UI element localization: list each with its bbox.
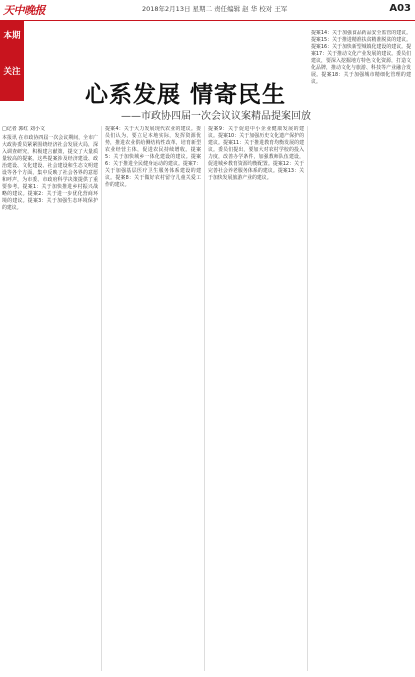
issue-meta: 2018年2月13日 星期二 责任编辑 赵 华 校对 王军 [142, 5, 288, 13]
headline-subtitle: ——市政协四届一次会议议案精品提案回放 [121, 111, 311, 122]
article-column-4 [311, 30, 411, 671]
article-column-1 [2, 126, 98, 671]
column-divider [307, 126, 308, 671]
column-3-text: 提案9：关于促进中小企业健康发展的建议。提案10：关于加强历史文化遗产保护的建议。提案11：关于推进教育均衡发展的建议。委员们提出，要加大对农村学校的投入力度，改善办学条件，加强教师队伍建设，促进城乡教育资源均衡配置。提案12：关于完善社会养老服务体系的建议。提案13：关于加快发展旅游产业的建议。 [208, 126, 304, 181]
article-byline: □记者 郭红 刘小文 [2, 126, 45, 132]
page-header [0, 0, 415, 19]
header-rule [0, 20, 415, 21]
section-label-block [0, 21, 24, 101]
section-label-line1: 本期 [3, 31, 21, 41]
column-1-text: 本报讯 在市政协四届一次会议期间，全市广大政协委员紧紧围绕经济社会发展大局，深入调查研究，积极建言献策，提交了大量质量较高的提案。这些提案涉及经济建设、政治建设、文化建设、社会建设和生态文明建设等各个方面，集中反映了社会各界的意愿和呼声，为市委、市政府科学决策提供了重要参考。提案1：关于加快推进乡村振兴战略的建议。提案2：关于进一步优化营商环境的建议。提案3：关于加强生态环境保护的建议。 [2, 135, 98, 211]
headline-title: 心系发展 情寄民生 [85, 81, 287, 108]
column-2-text: 提案4：关于大力发展现代农业的建议。委员们认为，要立足本地实际，发挥资源优势，推进农业供给侧结构性改革，培育新型农业经营主体，促进农民持续增收。提案5：关于加快城乡一体化建设的建议。提案6：关于推进全民健身运动的建议。提案7：关于加强基层医疗卫生服务体系建设的建议。提案8：关于做好农村留守儿童关爱工作的建议。 [105, 126, 201, 188]
article-column-3 [208, 126, 304, 671]
page-number: A03 [389, 3, 411, 14]
article-column-2 [105, 126, 201, 671]
column-4-text: 提案14：关于加强食品药品安全监管的建议。提案15：关于推进精准扶贫精准脱贫的建议。提案16：关于加快新型城镇化建设的建议。提案17：关于推动文化产业发展的建议。委员们建议，要深入挖掘地方特色文化资源，打造文化品牌，推动文化与旅游、科技等产业融合发展。提案18：关于加强城市精细化管理的建议。 [311, 30, 411, 85]
newspaper-logo: 天中晚报 [3, 4, 45, 17]
section-label-line2: 关注 [3, 67, 21, 77]
column-divider [204, 126, 205, 671]
column-divider [101, 126, 102, 671]
